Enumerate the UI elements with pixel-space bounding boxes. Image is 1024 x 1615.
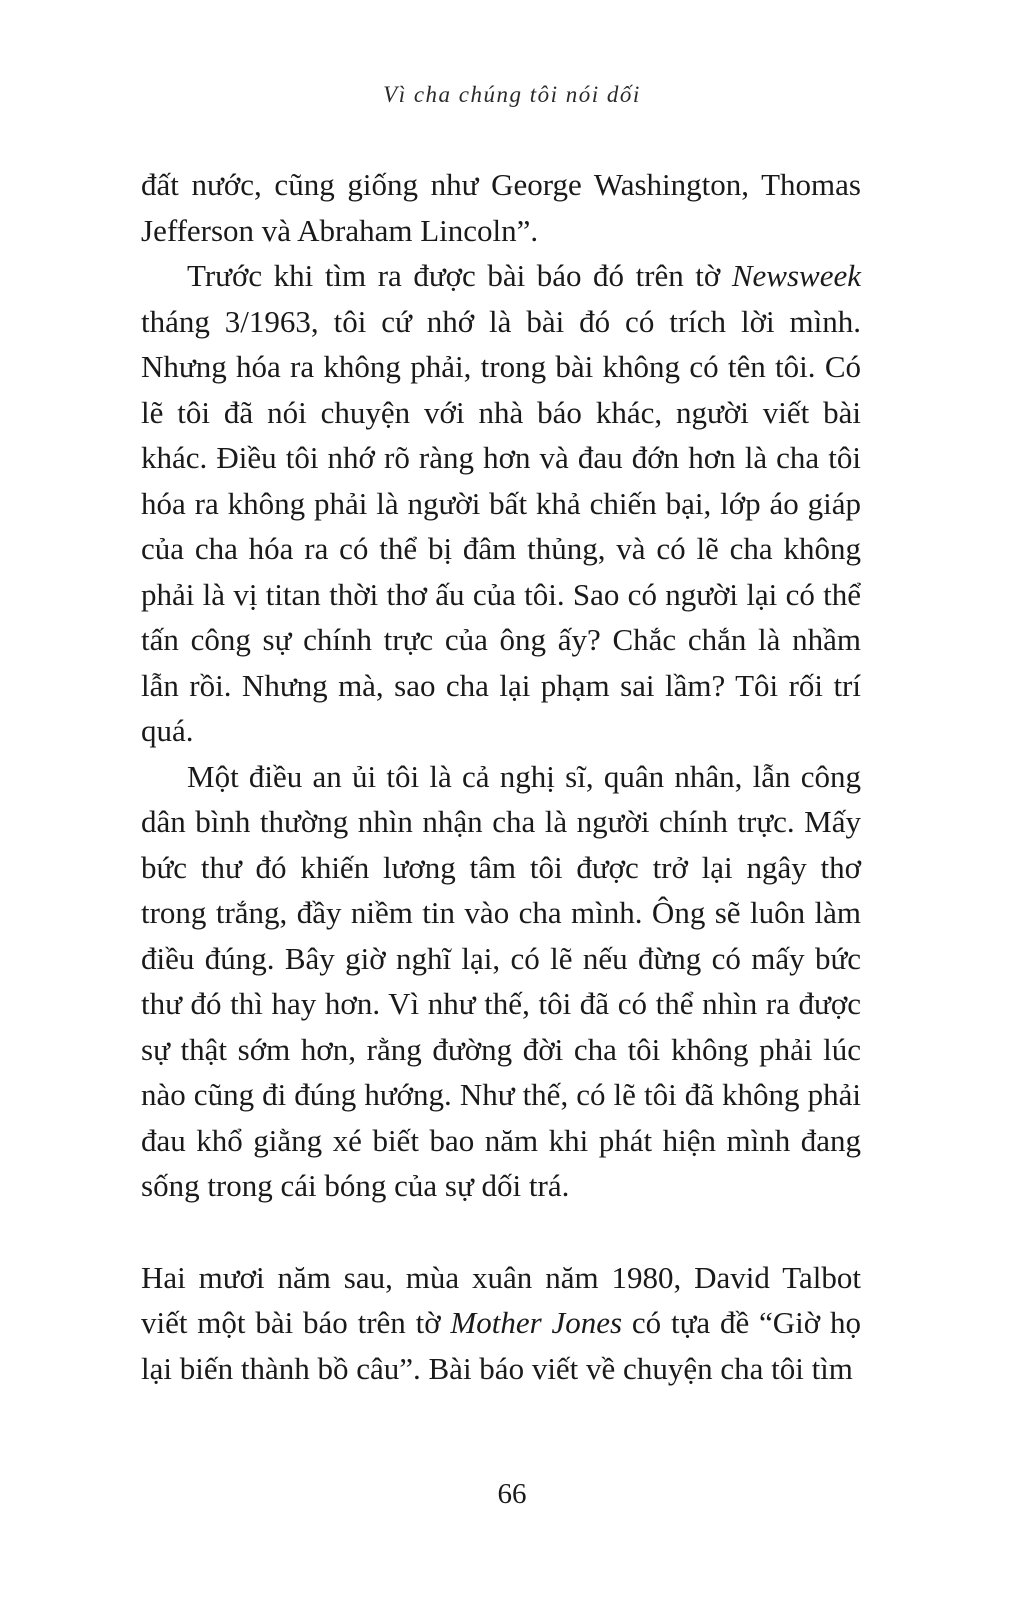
paragraph-continuation: đất nước, cũng giống như George Washington, Thomas Jefferson và Abraham Lincoln”. (141, 167, 861, 248)
section-break (141, 1209, 861, 1255)
paragraph-text: tháng 3/1963, tôi cứ nhớ là bài đó có trích lời mình. Nhưng hóa ra không phải, trong bài không có tên tôi. Có lẽ tôi đã nói chuyện với nhà báo khác, người viết bài khác. Điều tôi nhớ rõ ràng hơn và đau đớn hơn là cha tôi hóa ra không phải là người bất khả chiến bại, lớp áo giáp của cha hóa ra có thể bị đâm thủng, và có lẽ cha không phải là vị titan thời thơ ấu của tôi. Sao có người lại có thể tấn công sự chính trực của ông ấy? Chắc chắn là nhầm lẫn rồi. Nhưng mà, sao cha lại phạm sai lầm? Tôi rối trí quá. (141, 303, 861, 748)
paragraph-letters: Một điều an ủi tôi là cả nghị sĩ, quân nhân, lẫn công dân bình thường nhìn nhận cha là người chính trực. Mấy bức thư đó khiến lương tâm tôi được trở lại ngây thơ trong trắng, đầy niềm tin vào cha mình. Ông sẽ luôn làm điều đúng. Bây giờ nghĩ lại, có lẽ nếu đừng có mấy bức thư đó thì hay hơn. Vì như thế, tôi đã có thể nhìn ra được sự thật sớm hơn, rằng đường đời cha tôi không phải lúc nào cũng đi đúng hướng. Như thế, có lẽ tôi đã không phải đau khổ giằng xé biết bao năm khi phát hiện mình đang sống trong cái bóng của sự dối trá. (141, 758, 861, 1203)
paragraph-newsweek (141, 253, 861, 754)
paragraph-text: Trước khi tìm ra được bài báo đó trên tờ (187, 258, 732, 293)
paragraph-mother-jones (141, 1255, 861, 1392)
publication-title-mother-jones: Mother Jones (450, 1305, 623, 1340)
running-header: Vì cha chúng tôi nói dối (383, 82, 641, 107)
publication-title-newsweek: Newsweek (731, 258, 861, 293)
page-number: 66 (497, 1478, 527, 1510)
body-text (141, 162, 861, 1391)
paragraph-text: có tựa đề “Giờ họ lại biến thành bồ câu”. Bài báo viết về chuyện cha tôi tìm (141, 1305, 861, 1386)
paragraph-text: Hai mươi năm sau, mùa xuân năm 1980, David Talbot viết một bài báo trên tờ (141, 1259, 861, 1340)
